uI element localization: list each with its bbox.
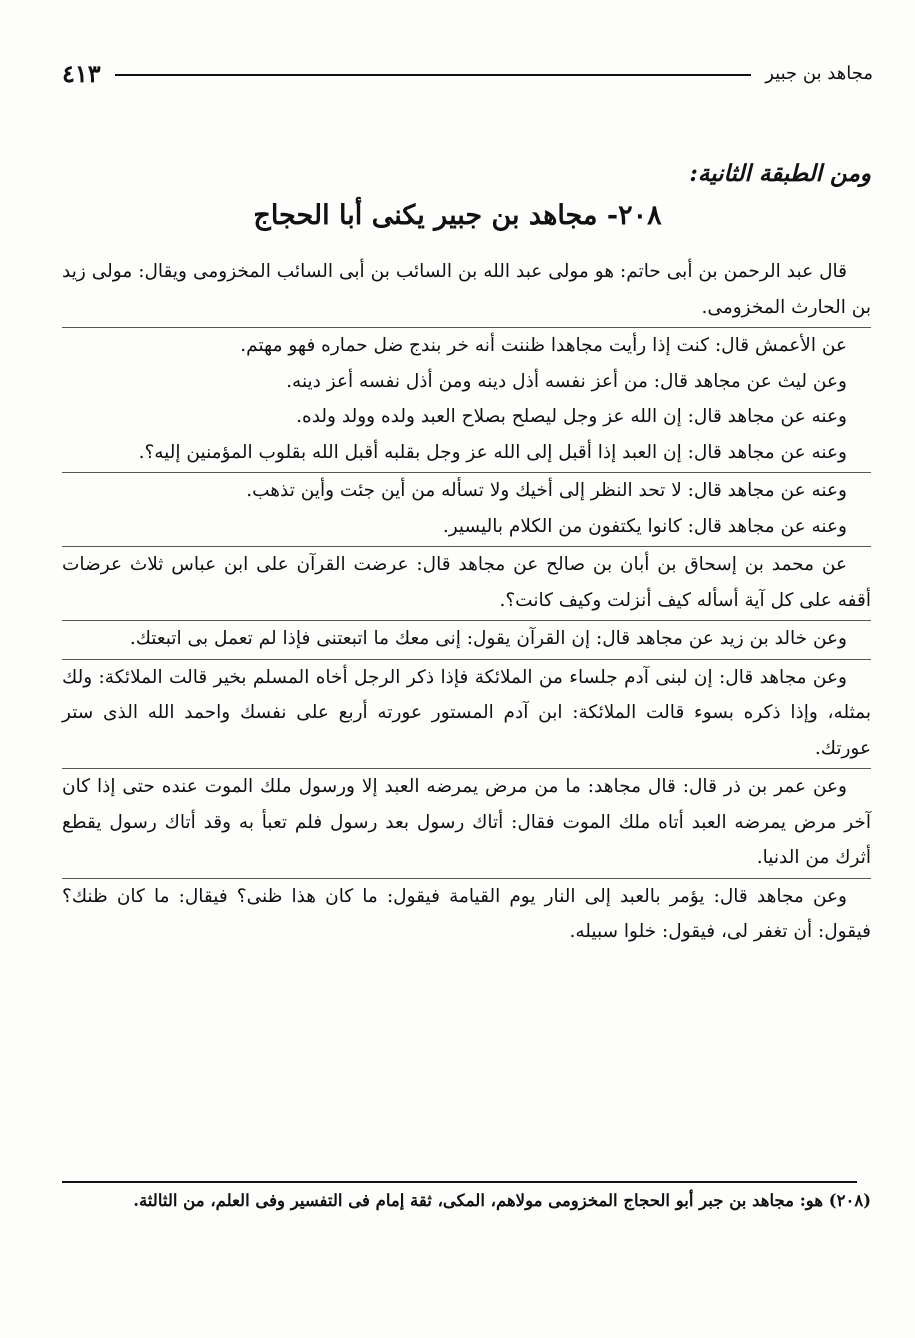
entry-title: ٢٠٨- مجاهد بن جبير يكنى أبا الحجاج [253, 200, 662, 231]
paragraph: وعن خالد بن زيد عن مجاهد قال: إن القرآن يقول: إنى معك ما اتبعتنى فإذا لم تعمل بى اتبعتك. [129, 628, 847, 649]
running-title: مجاهد بن جبير [765, 62, 873, 84]
paragraph: وعنه عن مجاهد قال: كانوا يكتفون من الكلام باليسير. [442, 515, 847, 537]
paragraph: عن الأعمش قال: كنت إذا رأيت مجاهدا ظننت أنه خر بندج ضل حماره فهو مهتم. [240, 335, 847, 356]
paragraph: وعن ليث عن مجاهد قال: من أعز نفسه أذل دينه ومن أذل نفسه أعز دينه. [286, 370, 847, 392]
paragraph: وعنه عن مجاهد قال: إن العبد إذا أقبل إلى الله عز وجل بقلبه أقبل الله بقلوب المؤمنين إليه؟. [138, 441, 847, 463]
paragraph: وعن عمر بن ذر قال: قال مجاهد: ما من مرض يمرضه العبد إلا ورسول ملك الموت عنده حتى إذا كان آخر مرض يمرضه العبد أتاه ملك الموت فقال: أتاك رسول بعد رسول فلم تعبأ به وقد أتاك رسول يقطع أثرك من الدنيا. [62, 776, 871, 868]
paragraph: وعن مجاهد قال: إن لبنى آدم جلساء من الملائكة فإذا ذكر الرجل أخاه المسلم بخير قالت الملائكة: ولك بمثله، وإذا ذكره بسوء قالت الملائكة: ابن آدم المستور عورته أربع على نفسك واحمد الله الذى ستر عورتك. [62, 666, 871, 759]
page-header [62, 58, 873, 88]
footnote [62, 1186, 871, 1216]
paragraph: قال عبد الرحمن بن أبى حاتم: هو مولى عبد الله بن السائب بن أبى السائب المخزومى ويقال: مولى زيد بن الحارث المخزومى. [62, 261, 871, 318]
paragraph: وعنه عن مجاهد قال: إن الله عز وجل ليصلح بصلاح العبد ولده وولد ولده. [296, 406, 847, 427]
paragraph: وعنه عن مجاهد قال: لا تحد النظر إلى أخيك ولا تسأله من أين جئت وأين تذهب. [246, 480, 847, 501]
footnote-rule [62, 1181, 857, 1183]
section-label: ومن الطبقة الثانية: [689, 160, 871, 187]
footnote-text: (٢٠٨) هو: مجاهد بن جبر أبو الحجاج المخزومى مولاهم، المكى، ثقة إمام فى التفسير وفى العلم، من الثالثة. [133, 1191, 871, 1210]
paragraph: وعن مجاهد قال: يؤمر بالعبد إلى النار يوم القيامة فيقول: ما كان هذا ظنى؟ فيقال: ما كان ظنك؟ فيقول: أن تغفر لى، فيقول: خلوا سبيله. [62, 885, 871, 942]
paragraph: عن محمد بن إسحاق بن أبان بن صالح عن مجاهد قال: عرضت القرآن على ابن عباس ثلاث عرضات أقفه على كل آية أسأله كيف أنزلت وكيف كانت؟. [62, 554, 871, 611]
page-number: ٤١٣ [62, 58, 101, 88]
header-rule [115, 74, 752, 76]
body-text [62, 254, 871, 950]
